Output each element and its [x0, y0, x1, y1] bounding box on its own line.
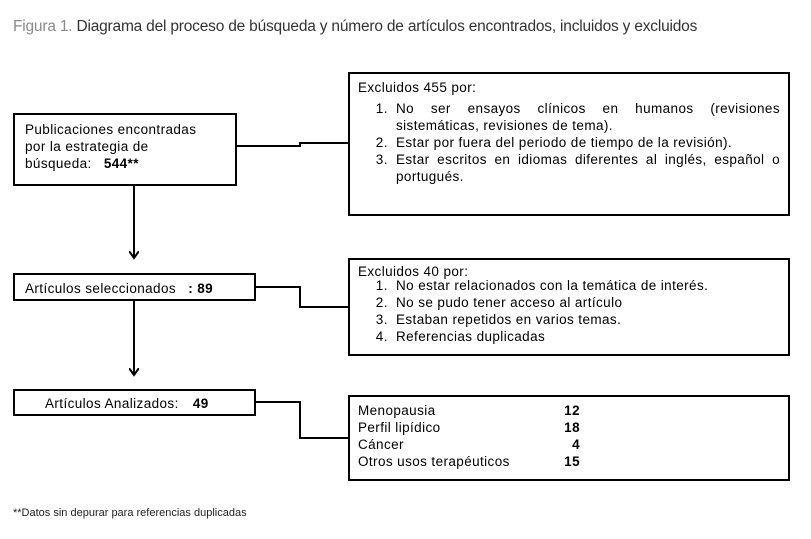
found-line2: por la estrategia de	[25, 139, 149, 154]
category-name: Menopausia	[358, 403, 436, 418]
excluded-455-box	[348, 72, 790, 216]
excluded2-header: Excluidos 40 por:	[358, 264, 469, 279]
category-name: Cáncer	[358, 437, 404, 452]
excluded2-item: 2. No se pudo tener acceso al artículo	[392, 294, 780, 311]
categories-box	[348, 395, 790, 481]
excluded-40-box	[348, 258, 790, 356]
found-line3	[25, 155, 225, 172]
category-value: 18	[564, 420, 580, 435]
excluded2-item: 4. Referencias duplicadas	[392, 328, 780, 345]
category-value: 4	[572, 437, 580, 452]
selected-articles-box	[13, 273, 256, 301]
category-name: Perfil lipídico	[358, 420, 441, 435]
analyzed-label: Artículos Analizados:	[45, 396, 179, 411]
connector-found-excluded1	[237, 143, 349, 146]
selected-value: : 89	[188, 281, 214, 296]
excluded2-item: 1. No estar relacionados con la temática de interés.	[392, 277, 780, 294]
category-row	[358, 453, 780, 470]
figure-title: Diagrama del proceso de búsqueda y número de artículos encontrados, incluidos y excluidos	[76, 18, 698, 35]
found-label: búsqueda:	[25, 156, 92, 171]
category-row	[358, 436, 780, 453]
category-name: Otros usos terapéuticos	[358, 454, 510, 469]
category-value: 15	[564, 454, 580, 469]
found-value: 544**	[103, 156, 139, 171]
excluded1-list	[358, 100, 780, 185]
category-row	[358, 402, 780, 419]
connector-analyzed-categories	[256, 402, 348, 438]
excluded2-list	[358, 277, 780, 345]
excluded1-header: Excluidos 455 por:	[358, 80, 477, 95]
excluded1-item: 1. No ser ensayos clínicos en humanos (revisiones sistemáticas, revisiones de tema).	[392, 100, 780, 134]
selected-label: Artículos seleccionados	[25, 281, 177, 296]
category-value: 12	[564, 403, 580, 418]
footnote: **Datos sin depurar para referencias duplicadas	[13, 507, 247, 519]
excluded2-item: 3. Estaban repetidos en varios temas.	[392, 311, 780, 328]
excluded1-item: 3. Estar escritos en idiomas diferentes al inglés, español o portugués.	[392, 151, 780, 185]
category-row	[358, 419, 780, 436]
connector-selected-excluded2	[256, 287, 348, 307]
analyzed-articles-box	[13, 389, 256, 416]
figure-label: Figura 1.	[13, 18, 73, 35]
found-line1: Publicaciones encontradas	[25, 122, 197, 137]
analyzed-value: 49	[192, 396, 209, 411]
found-publications-box	[13, 113, 237, 186]
excluded1-item: 2. Estar por fuera del periodo de tiempo de la revisión).	[392, 134, 780, 151]
